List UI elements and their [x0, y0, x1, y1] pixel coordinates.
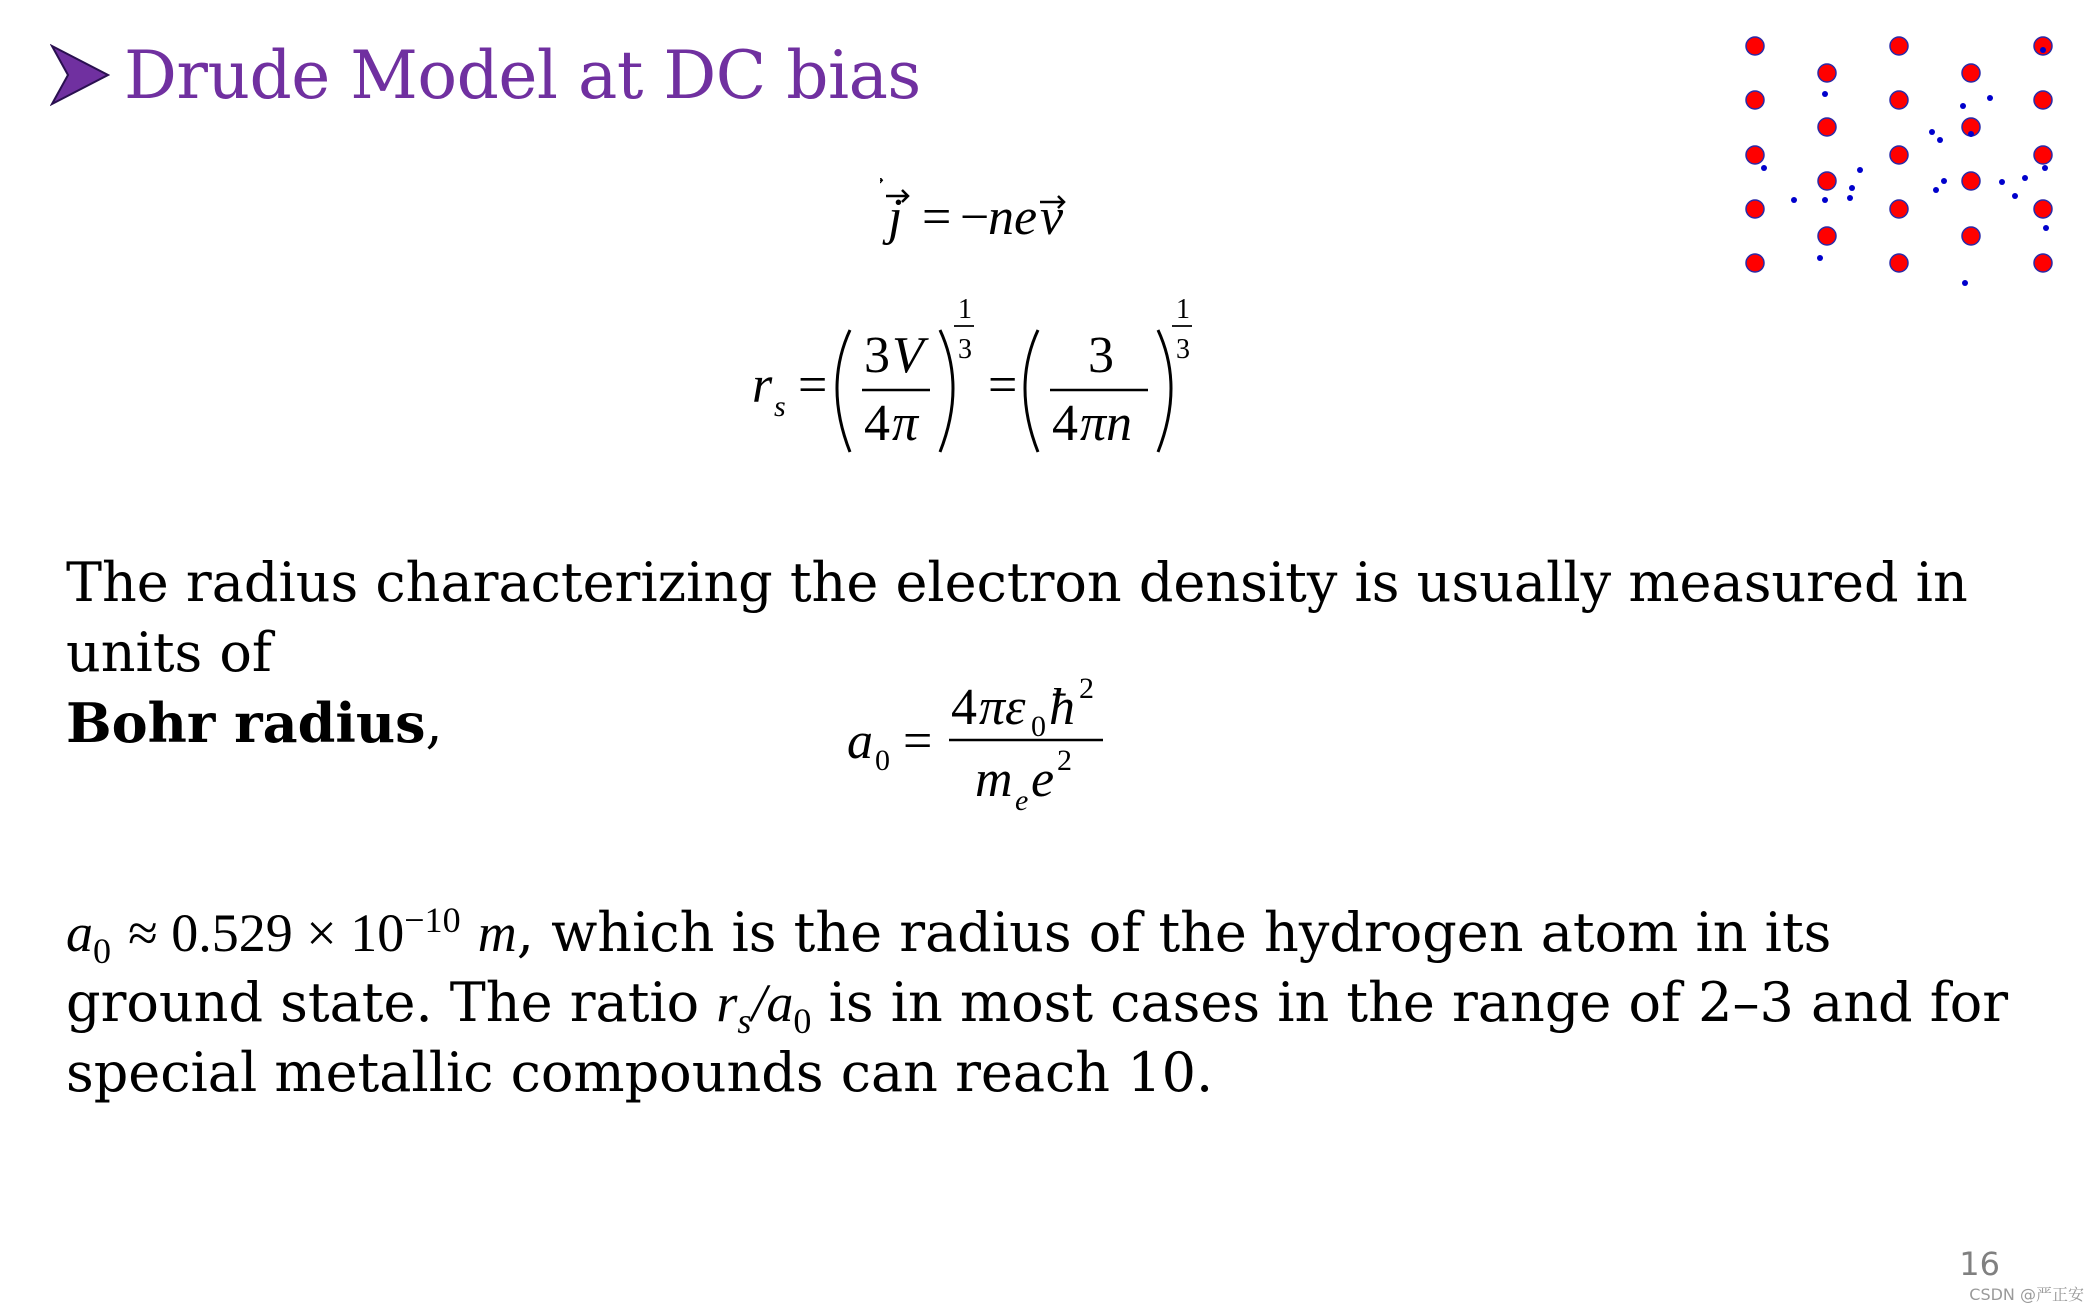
svg-text:v: v	[1040, 189, 1064, 246]
electron-dot	[1999, 179, 2005, 185]
svg-text:3: 3	[958, 334, 972, 365]
svg-text:=: =	[903, 713, 933, 770]
electron-dot	[1822, 91, 1828, 97]
svg-text:3: 3	[1176, 334, 1190, 365]
ion-dot	[1818, 64, 1836, 82]
title-text: Drude Model at DC bias	[124, 36, 921, 114]
a0-unit: m	[477, 903, 517, 963]
ion-dot	[1746, 254, 1764, 272]
svg-text:=: =	[798, 357, 828, 414]
svg-text:=: =	[922, 189, 952, 246]
ion-dot	[1890, 37, 1908, 55]
para1-text: The radius characterizing the electron density is usually measured in units of	[66, 551, 1968, 684]
equation-current-density	[880, 178, 1080, 258]
electron-dot	[1987, 95, 1993, 101]
ion-dot	[1818, 172, 1836, 190]
electron-dot	[1817, 255, 1823, 261]
electron-dot	[2040, 47, 2046, 53]
ion-dot	[1962, 227, 1980, 245]
para1-tail: ,	[425, 692, 443, 755]
svg-text:m: m	[975, 751, 1013, 808]
svg-text:a: a	[847, 713, 873, 770]
svg-text:4: 4	[1052, 395, 1078, 452]
ion-lattice-diagram	[1740, 28, 2070, 298]
ion-dot	[1746, 200, 1764, 218]
electron-group	[1761, 47, 2049, 286]
svg-text:ne: ne	[988, 189, 1038, 246]
ion-dot	[2034, 200, 2052, 218]
electron-dot	[1847, 195, 1853, 201]
svg-text:2: 2	[1057, 744, 1072, 777]
slide-title	[50, 30, 921, 120]
a0-value: ≈ 0.529 × 10	[128, 903, 405, 963]
electron-dot	[1822, 197, 1828, 203]
electron-dot	[1960, 103, 1966, 109]
ion-dot	[1746, 37, 1764, 55]
arrowhead-bullet-icon	[50, 42, 110, 108]
para2-text1: , which is the radius of the hydrogen atom in its ground state. The ratio	[66, 901, 1832, 1034]
electron-dot	[2042, 165, 2048, 171]
svg-text:3: 3	[864, 327, 890, 384]
ion-dot	[2034, 254, 2052, 272]
electron-dot	[1929, 129, 1935, 135]
svg-text:r: r	[752, 357, 773, 414]
equation-wigner-seitz-radius	[740, 290, 1210, 470]
ratio-symbol: $r_s/a_0$	[716, 973, 812, 1041]
electron-dot	[1937, 137, 1943, 143]
ion-dot	[1890, 91, 1908, 109]
ion-dot	[1962, 64, 1980, 82]
svg-text:πn: πn	[1080, 395, 1133, 452]
ion-dot	[1746, 146, 1764, 164]
svg-text:e: e	[1031, 751, 1055, 808]
para1-bold-term: Bohr radius	[66, 691, 426, 755]
svg-text:4: 4	[864, 395, 890, 452]
ion-dot	[1962, 172, 1980, 190]
paragraph-bohr-radius-value	[66, 898, 2026, 1108]
electron-dot	[1933, 187, 1939, 193]
equation-bohr-radius	[845, 670, 1115, 820]
svg-text:s: s	[774, 390, 786, 423]
svg-text:e: e	[1015, 784, 1029, 817]
svg-text:0: 0	[1031, 710, 1046, 743]
svg-text:1: 1	[958, 294, 972, 325]
para2-text2: is in most cases in the range of 2–3 and for special metallic compounds can reach 10.	[66, 971, 2009, 1104]
electron-dot	[1962, 280, 1968, 286]
electron-dot	[1849, 185, 1855, 191]
svg-text:=: =	[988, 357, 1018, 414]
a0-exponent: −10	[404, 900, 461, 940]
ion-dot	[1746, 91, 1764, 109]
ion-dot	[1890, 200, 1908, 218]
svg-text:4: 4	[951, 679, 977, 736]
electron-dot	[1791, 197, 1797, 203]
electron-dot	[1761, 165, 1767, 171]
electron-dot	[1968, 131, 1974, 137]
svg-text:⃗	[880, 178, 884, 184]
watermark: CSDN @严正安	[1969, 1285, 2084, 1304]
ion-dot	[1890, 146, 1908, 164]
ion-dot	[1818, 118, 1836, 136]
svg-text:V: V	[892, 327, 924, 384]
svg-text:3: 3	[1088, 327, 1114, 384]
svg-text:π: π	[892, 395, 919, 452]
electron-dot	[1941, 178, 1947, 184]
ion-group	[1746, 37, 2052, 272]
ion-dot	[1818, 227, 1836, 245]
ion-dot	[1890, 254, 1908, 272]
svg-text:−: −	[960, 189, 990, 246]
electron-dot	[2043, 225, 2049, 231]
svg-text:2: 2	[1079, 672, 1094, 705]
page-number: 16	[1959, 1245, 2000, 1283]
electron-dot	[2012, 193, 2018, 199]
ion-dot	[2034, 146, 2052, 164]
svg-text:0: 0	[875, 744, 890, 777]
electron-dot	[1857, 167, 1863, 173]
ion-dot	[2034, 91, 2052, 109]
svg-text:ħ: ħ	[1049, 679, 1075, 736]
svg-text:πε: πε	[979, 679, 1026, 736]
a0-symbol: $a_0$	[66, 903, 111, 971]
svg-text:j: j	[888, 189, 903, 246]
electron-dot	[2022, 175, 2028, 181]
svg-text:1: 1	[1176, 294, 1190, 325]
